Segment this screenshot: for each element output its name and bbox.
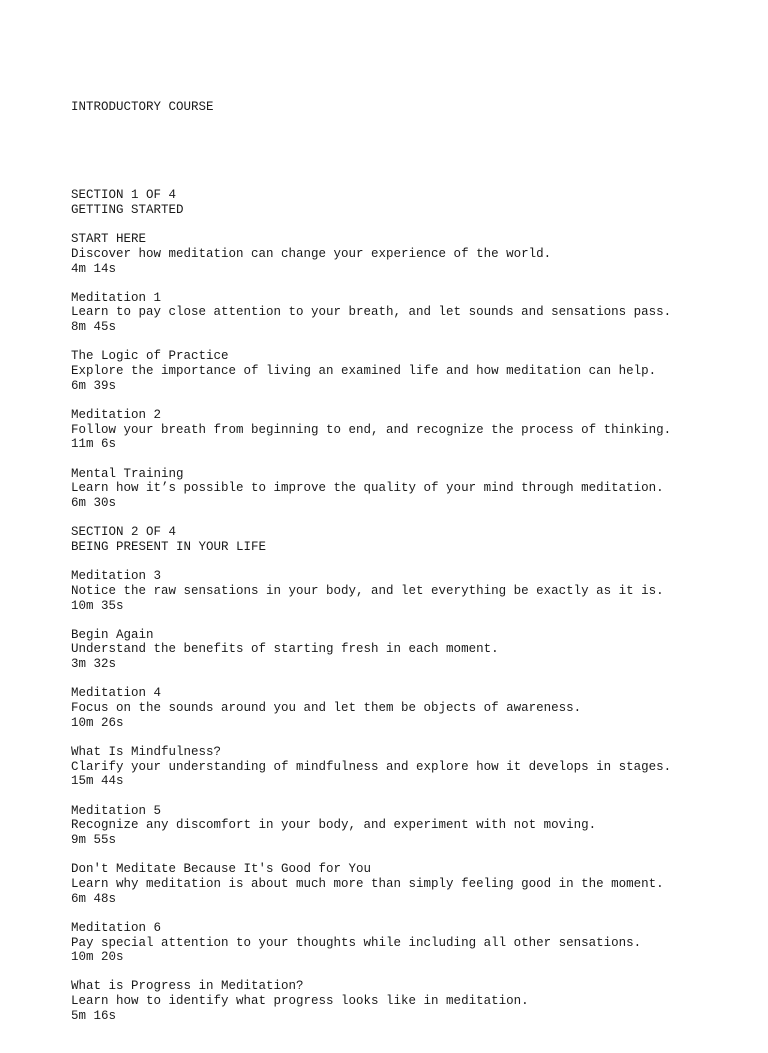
lesson-description: Explore the importance of living an examined life and how meditation can help. bbox=[71, 364, 657, 379]
lesson-description: Focus on the sounds around you and let them be objects of awareness. bbox=[71, 701, 582, 716]
lesson-duration: 10m 20s bbox=[71, 950, 124, 965]
lesson-title: Meditation 4 bbox=[71, 686, 162, 701]
section-label: SECTION 2 OF 4 bbox=[71, 525, 177, 540]
sections-container bbox=[71, 188, 761, 1038]
lesson-description: Learn how to identify what progress looks like in meditation. bbox=[71, 994, 529, 1009]
lesson-item[interactable] bbox=[71, 467, 761, 511]
lesson-duration: 6m 30s bbox=[71, 495, 117, 510]
lesson-description: Pay special attention to your thoughts while including all other sensations. bbox=[71, 935, 642, 950]
lesson-duration: 10m 35s bbox=[71, 598, 124, 613]
section-title: GETTING STARTED bbox=[71, 202, 184, 217]
lesson-item[interactable] bbox=[71, 862, 761, 906]
lesson-description: Learn why meditation is about much more than simply feeling good in the moment. bbox=[71, 876, 664, 891]
lesson-title: Meditation 5 bbox=[71, 803, 162, 818]
lesson-item[interactable] bbox=[71, 569, 761, 613]
section-label: SECTION 1 OF 4 bbox=[71, 188, 177, 203]
lesson-title: Meditation 3 bbox=[71, 569, 162, 584]
lesson-duration: 15m 44s bbox=[71, 774, 124, 789]
section-1 bbox=[71, 188, 761, 525]
lesson-item[interactable] bbox=[71, 291, 761, 335]
course-document bbox=[71, 71, 761, 1053]
lesson-title: The Logic of Practice bbox=[71, 349, 229, 364]
lesson-description: Notice the raw sensations in your body, and let everything be exactly as it is. bbox=[71, 583, 664, 598]
lesson-description: Learn to pay close attention to your breath, and let sounds and sensations pass. bbox=[71, 305, 672, 320]
lesson-description: Discover how meditation can change your experience of the world. bbox=[71, 246, 552, 261]
lesson-item[interactable] bbox=[71, 804, 761, 848]
lesson-item[interactable] bbox=[71, 408, 761, 452]
lesson-title: What is Progress in Meditation? bbox=[71, 979, 304, 994]
lesson-duration: 4m 14s bbox=[71, 261, 117, 276]
lesson-duration: 11m 6s bbox=[71, 437, 117, 452]
lesson-item[interactable] bbox=[71, 232, 761, 276]
lesson-title: Meditation 1 bbox=[71, 290, 162, 305]
lesson-duration: 6m 48s bbox=[71, 891, 117, 906]
lesson-item[interactable] bbox=[71, 349, 761, 393]
lesson-duration: 8m 45s bbox=[71, 320, 117, 335]
lesson-duration: 5m 16s bbox=[71, 1008, 117, 1023]
lesson-duration: 3m 32s bbox=[71, 657, 117, 672]
lesson-duration: 10m 26s bbox=[71, 715, 124, 730]
lesson-title: Mental Training bbox=[71, 466, 184, 481]
lesson-title: Don't Meditate Because It's Good for You bbox=[71, 862, 372, 877]
lesson-item[interactable] bbox=[71, 979, 761, 1023]
lesson-description: Clarify your understanding of mindfulness and explore how it develops in stages. bbox=[71, 759, 672, 774]
lesson-title: What Is Mindfulness? bbox=[71, 745, 222, 760]
lesson-title: Begin Again bbox=[71, 627, 154, 642]
lesson-duration: 6m 39s bbox=[71, 378, 117, 393]
course-title: INTRODUCTORY COURSE bbox=[71, 100, 214, 115]
section-2 bbox=[71, 525, 761, 1038]
section-title: BEING PRESENT IN YOUR LIFE bbox=[71, 539, 267, 554]
lesson-item[interactable] bbox=[71, 686, 761, 730]
lesson-description: Learn how it’s possible to improve the quality of your mind through meditation. bbox=[71, 481, 664, 496]
lesson-title: START HERE bbox=[71, 232, 147, 247]
lesson-duration: 9m 55s bbox=[71, 832, 117, 847]
lesson-item[interactable] bbox=[71, 745, 761, 789]
lesson-item[interactable] bbox=[71, 628, 761, 672]
lesson-description: Follow your breath from beginning to end, and recognize the process of thinking. bbox=[71, 422, 672, 437]
lesson-title: Meditation 6 bbox=[71, 920, 162, 935]
lesson-description: Recognize any discomfort in your body, and experiment with not moving. bbox=[71, 818, 597, 833]
lesson-title: Meditation 2 bbox=[71, 408, 162, 423]
lesson-description: Understand the benefits of starting fresh in each moment. bbox=[71, 642, 499, 657]
lesson-item[interactable] bbox=[71, 921, 761, 965]
